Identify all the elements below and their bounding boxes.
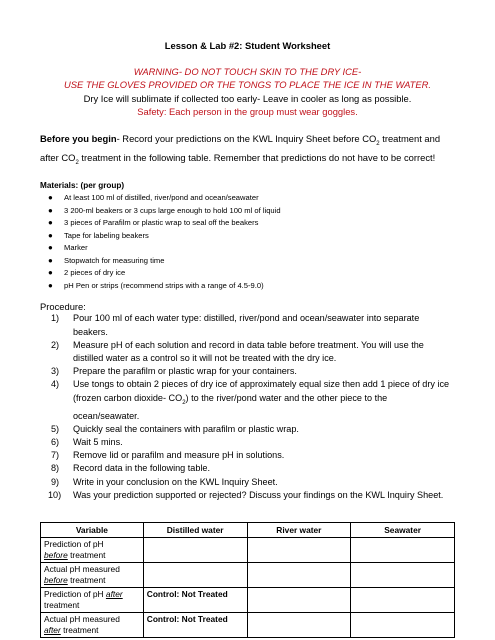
materials-heading: Materials: (per group) (40, 181, 125, 191)
column-header: Variable (41, 523, 144, 538)
list-item: ● Marker (48, 242, 455, 255)
procedure-step: 2) Measure pH of each solution and record in data table before treatment. You will use the distilled water as a control so it will not be treated with the dry ice. (51, 339, 424, 363)
safety-line: Safety: Each person in the group must wear goggles. (137, 106, 358, 118)
variable-cell: Prediction of pH after treatment (41, 588, 144, 613)
list-item: ● Tape for labeling beakers (48, 230, 455, 243)
variable-cell: Prediction of pH before treatment (41, 538, 144, 563)
list-item: ● 3 200-ml beakers or 3 cups large enough to hold 100 ml of liquid (48, 205, 455, 218)
procedure-step: 10) Was your prediction supported or rejected? Discuss your findings on the KWL Inquiry Sheet. (48, 489, 444, 500)
table-row (41, 563, 455, 588)
bullet-icon: ● (48, 218, 53, 228)
bullet-icon: ● (48, 268, 53, 278)
column-header: Seawater (351, 523, 455, 538)
intro-sub-a: 2 (376, 140, 380, 147)
procedure-heading: Procedure: (40, 301, 86, 313)
column-header: Distilled water (143, 523, 247, 538)
variable-cell: Actual pH measured after treatment (41, 613, 144, 638)
bullet-icon: ● (48, 255, 53, 265)
procedure-list (40, 312, 455, 502)
intro-paragraph (40, 132, 455, 170)
distilled-cell[interactable] (143, 563, 247, 588)
bullet-icon: ● (48, 243, 53, 253)
intro-text-a: - Record your predictions on the KWL Inquiry Sheet before CO (116, 132, 377, 144)
intro-text-b: treatment and after CO (40, 132, 441, 163)
seawater-cell[interactable] (351, 613, 455, 638)
procedure-step: 5) Quickly seal the containers with parafilm or plastic wrap. (51, 423, 299, 434)
procedure-step: 3) Prepare the parafilm or plastic wrap for your containers. (51, 366, 297, 377)
list-item: ● 2 pieces of dry ice (48, 267, 455, 280)
distilled-cell[interactable] (143, 538, 247, 563)
table-row (41, 538, 455, 563)
intro-sub-b: 2 (75, 159, 79, 166)
river-cell[interactable] (247, 538, 351, 563)
procedure-step: 9) Write in your conclusion on the KWL Inquiry Sheet. (51, 476, 278, 487)
table-row (41, 613, 455, 638)
warning-block (40, 65, 455, 119)
intro-text-c: treatment in the following table. Remember that predictions do not have to be correct! (78, 151, 436, 163)
materials-list (40, 192, 455, 292)
seawater-cell[interactable] (351, 563, 455, 588)
seawater-cell[interactable] (351, 538, 455, 563)
bullet-icon: ● (48, 280, 53, 290)
procedure-step: 4) Use tongs to obtain 2 pieces of dry ice of approximately equal size then add 1 piece of dry ice (frozen carbon dioxide- $CO_2$) to the river/pond water and the other piece to the ocean/seawater. (51, 379, 450, 421)
column-header: River water (247, 523, 351, 538)
procedure-step: 6) Wait 5 mins. (51, 437, 123, 448)
procedure-step: 7) Remove lid or parafilm and measure pH in solutions. (51, 450, 285, 461)
warning-line-1: WARNING- DO NOT TOUCH SKIN TO THE DRY ICE- (133, 66, 362, 77)
intro-lead: Before you begin (40, 132, 117, 144)
table-row (41, 588, 455, 613)
river-cell[interactable] (247, 563, 351, 588)
warning-line-3: Dry Ice will sublimate if collected too early- Leave in cooler as long as possible. (83, 92, 412, 104)
warning-line-2: USE THE GLOVES PROVIDED OR THE TONGS TO PLACE THE ICE IN THE WATER. (63, 79, 432, 91)
table-header-row (41, 523, 455, 538)
bullet-icon: ● (48, 230, 53, 240)
seawater-cell[interactable] (351, 588, 455, 613)
distilled-cell: Control: Not Treated (143, 613, 247, 638)
list-item: ● Stopwatch for measuring time (48, 255, 455, 268)
list-item: ● 3 pieces of Parafilm or plastic wrap to seal off the beakers (48, 217, 455, 230)
variable-cell: Actual pH measured before treatment (41, 563, 144, 588)
distilled-cell: Control: Not Treated (143, 588, 247, 613)
river-cell[interactable] (247, 588, 351, 613)
list-item: ● At least 100 ml of distilled, river/pond and ocean/seawater (48, 192, 455, 205)
worksheet-title: Lesson & Lab #2: Student Worksheet (164, 40, 331, 51)
bullet-icon: ● (48, 205, 53, 215)
data-table (40, 522, 455, 638)
procedure-step: 8) Record data in the following table. (51, 463, 210, 474)
river-cell[interactable] (247, 613, 351, 638)
bullet-icon: ● (48, 193, 53, 203)
procedure-step: 1) Pour 100 ml of each water type: distilled, river/pond and ocean/seawater into separate beakers. (51, 313, 420, 337)
list-item: ● pH Pen or strips (recommend strips with a range of 4.5-9.0) (48, 280, 455, 293)
